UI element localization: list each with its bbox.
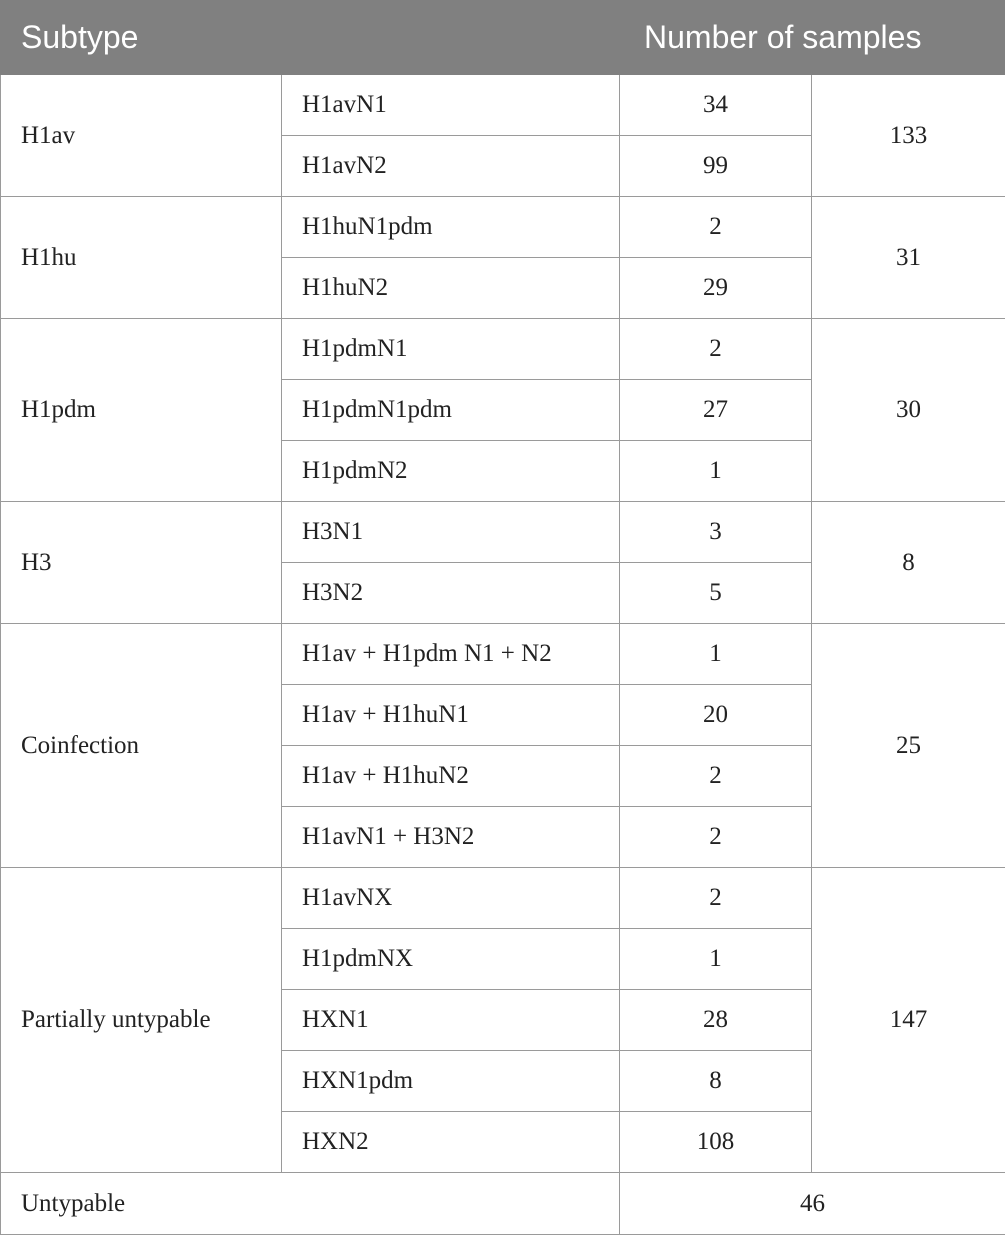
table-row — [1, 197, 1005, 258]
count-cell: 3 — [620, 502, 812, 563]
group-total: 147 — [812, 868, 1005, 1173]
count-cell: 2 — [620, 197, 812, 258]
header-subtype: Subtype — [1, 1, 620, 75]
header-number-of-samples: Number of samples — [620, 1, 1005, 75]
subtype-cell: H1avN2 — [282, 136, 620, 197]
count-cell: 1 — [620, 624, 812, 685]
subtype-cell: H1avN1 + H3N2 — [282, 807, 620, 868]
subtype-cell: H1huN2 — [282, 258, 620, 319]
group-name: H3 — [1, 502, 282, 624]
subtype-cell: HXN1 — [282, 990, 620, 1051]
count-cell: 28 — [620, 990, 812, 1051]
count-cell: 1 — [620, 929, 812, 990]
count-cell: 108 — [620, 1112, 812, 1173]
count-cell: 8 — [620, 1051, 812, 1112]
table-row-untypable — [1, 1173, 1005, 1235]
subtype-cell: H1pdmN2 — [282, 441, 620, 502]
group-total: 133 — [812, 75, 1005, 197]
table-row — [1, 319, 1005, 380]
count-cell: 99 — [620, 136, 812, 197]
count-cell: 2 — [620, 746, 812, 807]
group-total: 46 — [620, 1173, 1005, 1235]
table-row — [1, 624, 1005, 685]
subtype-cell: H1av + H1huN1 — [282, 685, 620, 746]
subtype-cell: HXN1pdm — [282, 1051, 620, 1112]
subtype-cell: H1pdmN1 — [282, 319, 620, 380]
subtype-cell: H1huN1pdm — [282, 197, 620, 258]
table-row — [1, 868, 1005, 929]
group-name: H1pdm — [1, 319, 282, 502]
group-name: H1hu — [1, 197, 282, 319]
group-name: Coinfection — [1, 624, 282, 868]
subtype-cell: H1pdmN1pdm — [282, 380, 620, 441]
count-cell: 2 — [620, 868, 812, 929]
group-name: H1av — [1, 75, 282, 197]
group-total: 25 — [812, 624, 1005, 868]
group-name: Untypable — [1, 1173, 620, 1235]
count-cell: 1 — [620, 441, 812, 502]
subtype-cell: H1avNX — [282, 868, 620, 929]
count-cell: 34 — [620, 75, 812, 136]
subtype-cell: HXN2 — [282, 1112, 620, 1173]
group-total: 30 — [812, 319, 1005, 502]
subtype-cell: H1pdmNX — [282, 929, 620, 990]
count-cell: 20 — [620, 685, 812, 746]
count-cell: 27 — [620, 380, 812, 441]
subtype-cell: H3N1 — [282, 502, 620, 563]
count-cell: 5 — [620, 563, 812, 624]
count-cell: 29 — [620, 258, 812, 319]
count-cell: 2 — [620, 319, 812, 380]
table-row — [1, 502, 1005, 563]
table-row — [1, 75, 1005, 136]
header-row — [1, 1, 1005, 75]
subtype-cell: H1avN1 — [282, 75, 620, 136]
subtype-cell: H1av + H1huN2 — [282, 746, 620, 807]
subtype-cell: H1av + H1pdm N1 + N2 — [282, 624, 620, 685]
group-name: Partially untypable — [1, 868, 282, 1173]
subtype-cell: H3N2 — [282, 563, 620, 624]
group-total: 8 — [812, 502, 1005, 624]
count-cell: 2 — [620, 807, 812, 868]
group-total: 31 — [812, 197, 1005, 319]
